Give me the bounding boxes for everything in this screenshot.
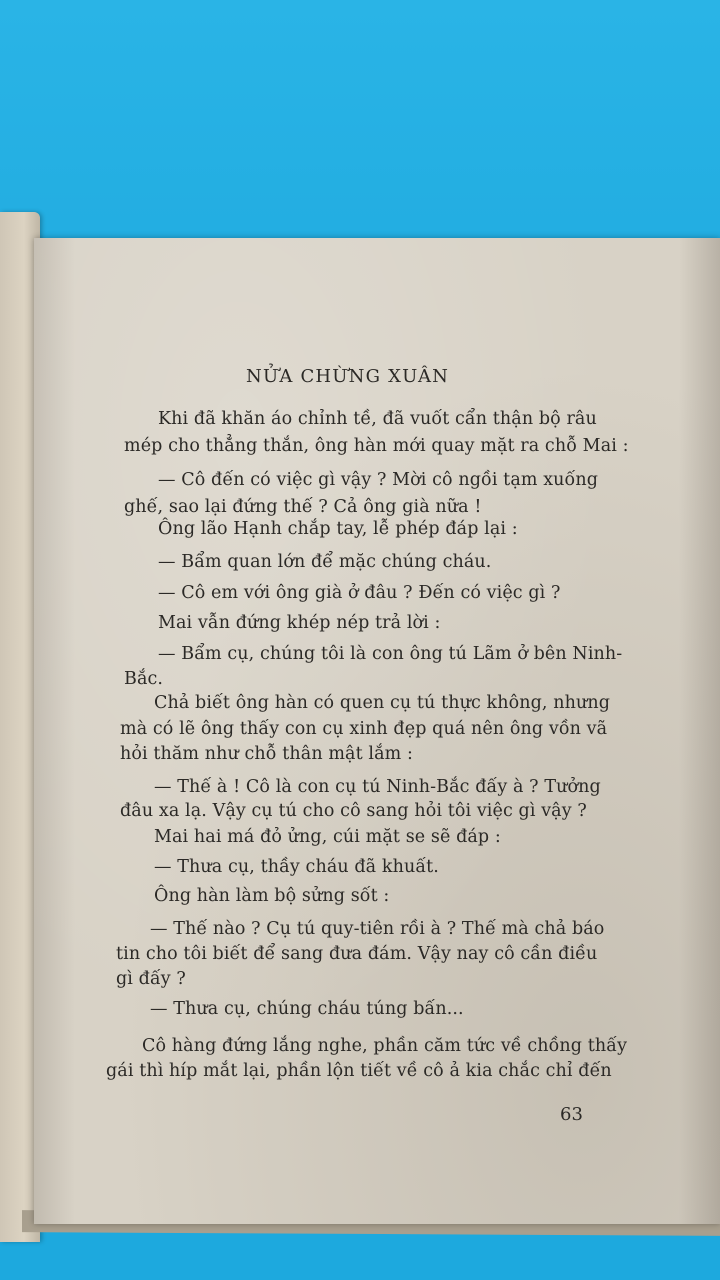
text-line: gì đấy ? — [116, 969, 186, 989]
page-number: 63 — [560, 1104, 584, 1125]
text-line: Bắc. — [124, 669, 164, 689]
text-line: Khi đã khăn áo chỉnh tề, đã vuốt cẩn thận bộ râu — [158, 409, 597, 429]
text-line: Chả biết ông hàn có quen cụ tú thực không, nhưng — [154, 693, 611, 713]
text-line: — Cô đến có việc gì vậy ? Mời cô ngồi tạm xuống — [158, 470, 599, 490]
book-page — [34, 238, 720, 1224]
text-line: — Thế à ! Cô là con cụ tú Ninh-Bắc đấy à ? Tưởng — [154, 777, 601, 797]
text-line: Mai vẫn đứng khép nép trả lời : — [158, 613, 441, 633]
running-title: NỬA CHỪNG XUÂN — [246, 366, 450, 387]
text-line: hỏi thăm như chỗ thân mật lắm : — [120, 744, 413, 764]
text-line: — Thưa cụ, thầy cháu đã khuất. — [154, 857, 439, 877]
text-line: Ông lão Hạnh chắp tay, lễ phép đáp lại : — [158, 519, 518, 539]
text-line: mà có lẽ ông thấy con cụ xinh đẹp quá nên ông vồn vã — [120, 719, 608, 739]
text-line: Ông hàn làm bộ sửng sốt : — [154, 886, 390, 906]
text-line: Mai hai má đỏ ửng, cúi mặt se sẽ đáp : — [154, 827, 501, 847]
text-line: tin cho tôi biết để sang đưa đám. Vậy nay cô cần điều — [116, 944, 598, 964]
text-line: — Bẩm quan lớn để mặc chúng cháu. — [158, 552, 492, 572]
text-line: Cô hàng đứng lắng nghe, phần căm tức về chồng thấy — [142, 1036, 628, 1056]
text-line: — Bẩm cụ, chúng tôi là con ông tú Lãm ở bên Ninh- — [158, 644, 623, 664]
text-line: mép cho thẳng thắn, ông hàn mới quay mặt ra chỗ Mai : — [124, 436, 629, 456]
text-line: ghế, sao lại đứng thế ? Cả ông già nữa ! — [124, 497, 482, 517]
text-line: — Thế nào ? Cụ tú quy-tiên rồi à ? Thế mà chả báo — [150, 919, 605, 939]
page-text — [34, 238, 720, 1224]
text-line: — Thưa cụ, chúng cháu túng bấn... — [150, 999, 464, 1019]
text-line: đâu xa lạ. Vậy cụ tú cho cô sang hỏi tôi việc gì vậy ? — [120, 801, 587, 821]
text-line: gái thì híp mắt lại, phần lộn tiết về cô ả kia chắc chỉ đến — [106, 1061, 612, 1081]
text-line: — Cô em với ông già ở đâu ? Đến có việc gì ? — [158, 583, 561, 603]
